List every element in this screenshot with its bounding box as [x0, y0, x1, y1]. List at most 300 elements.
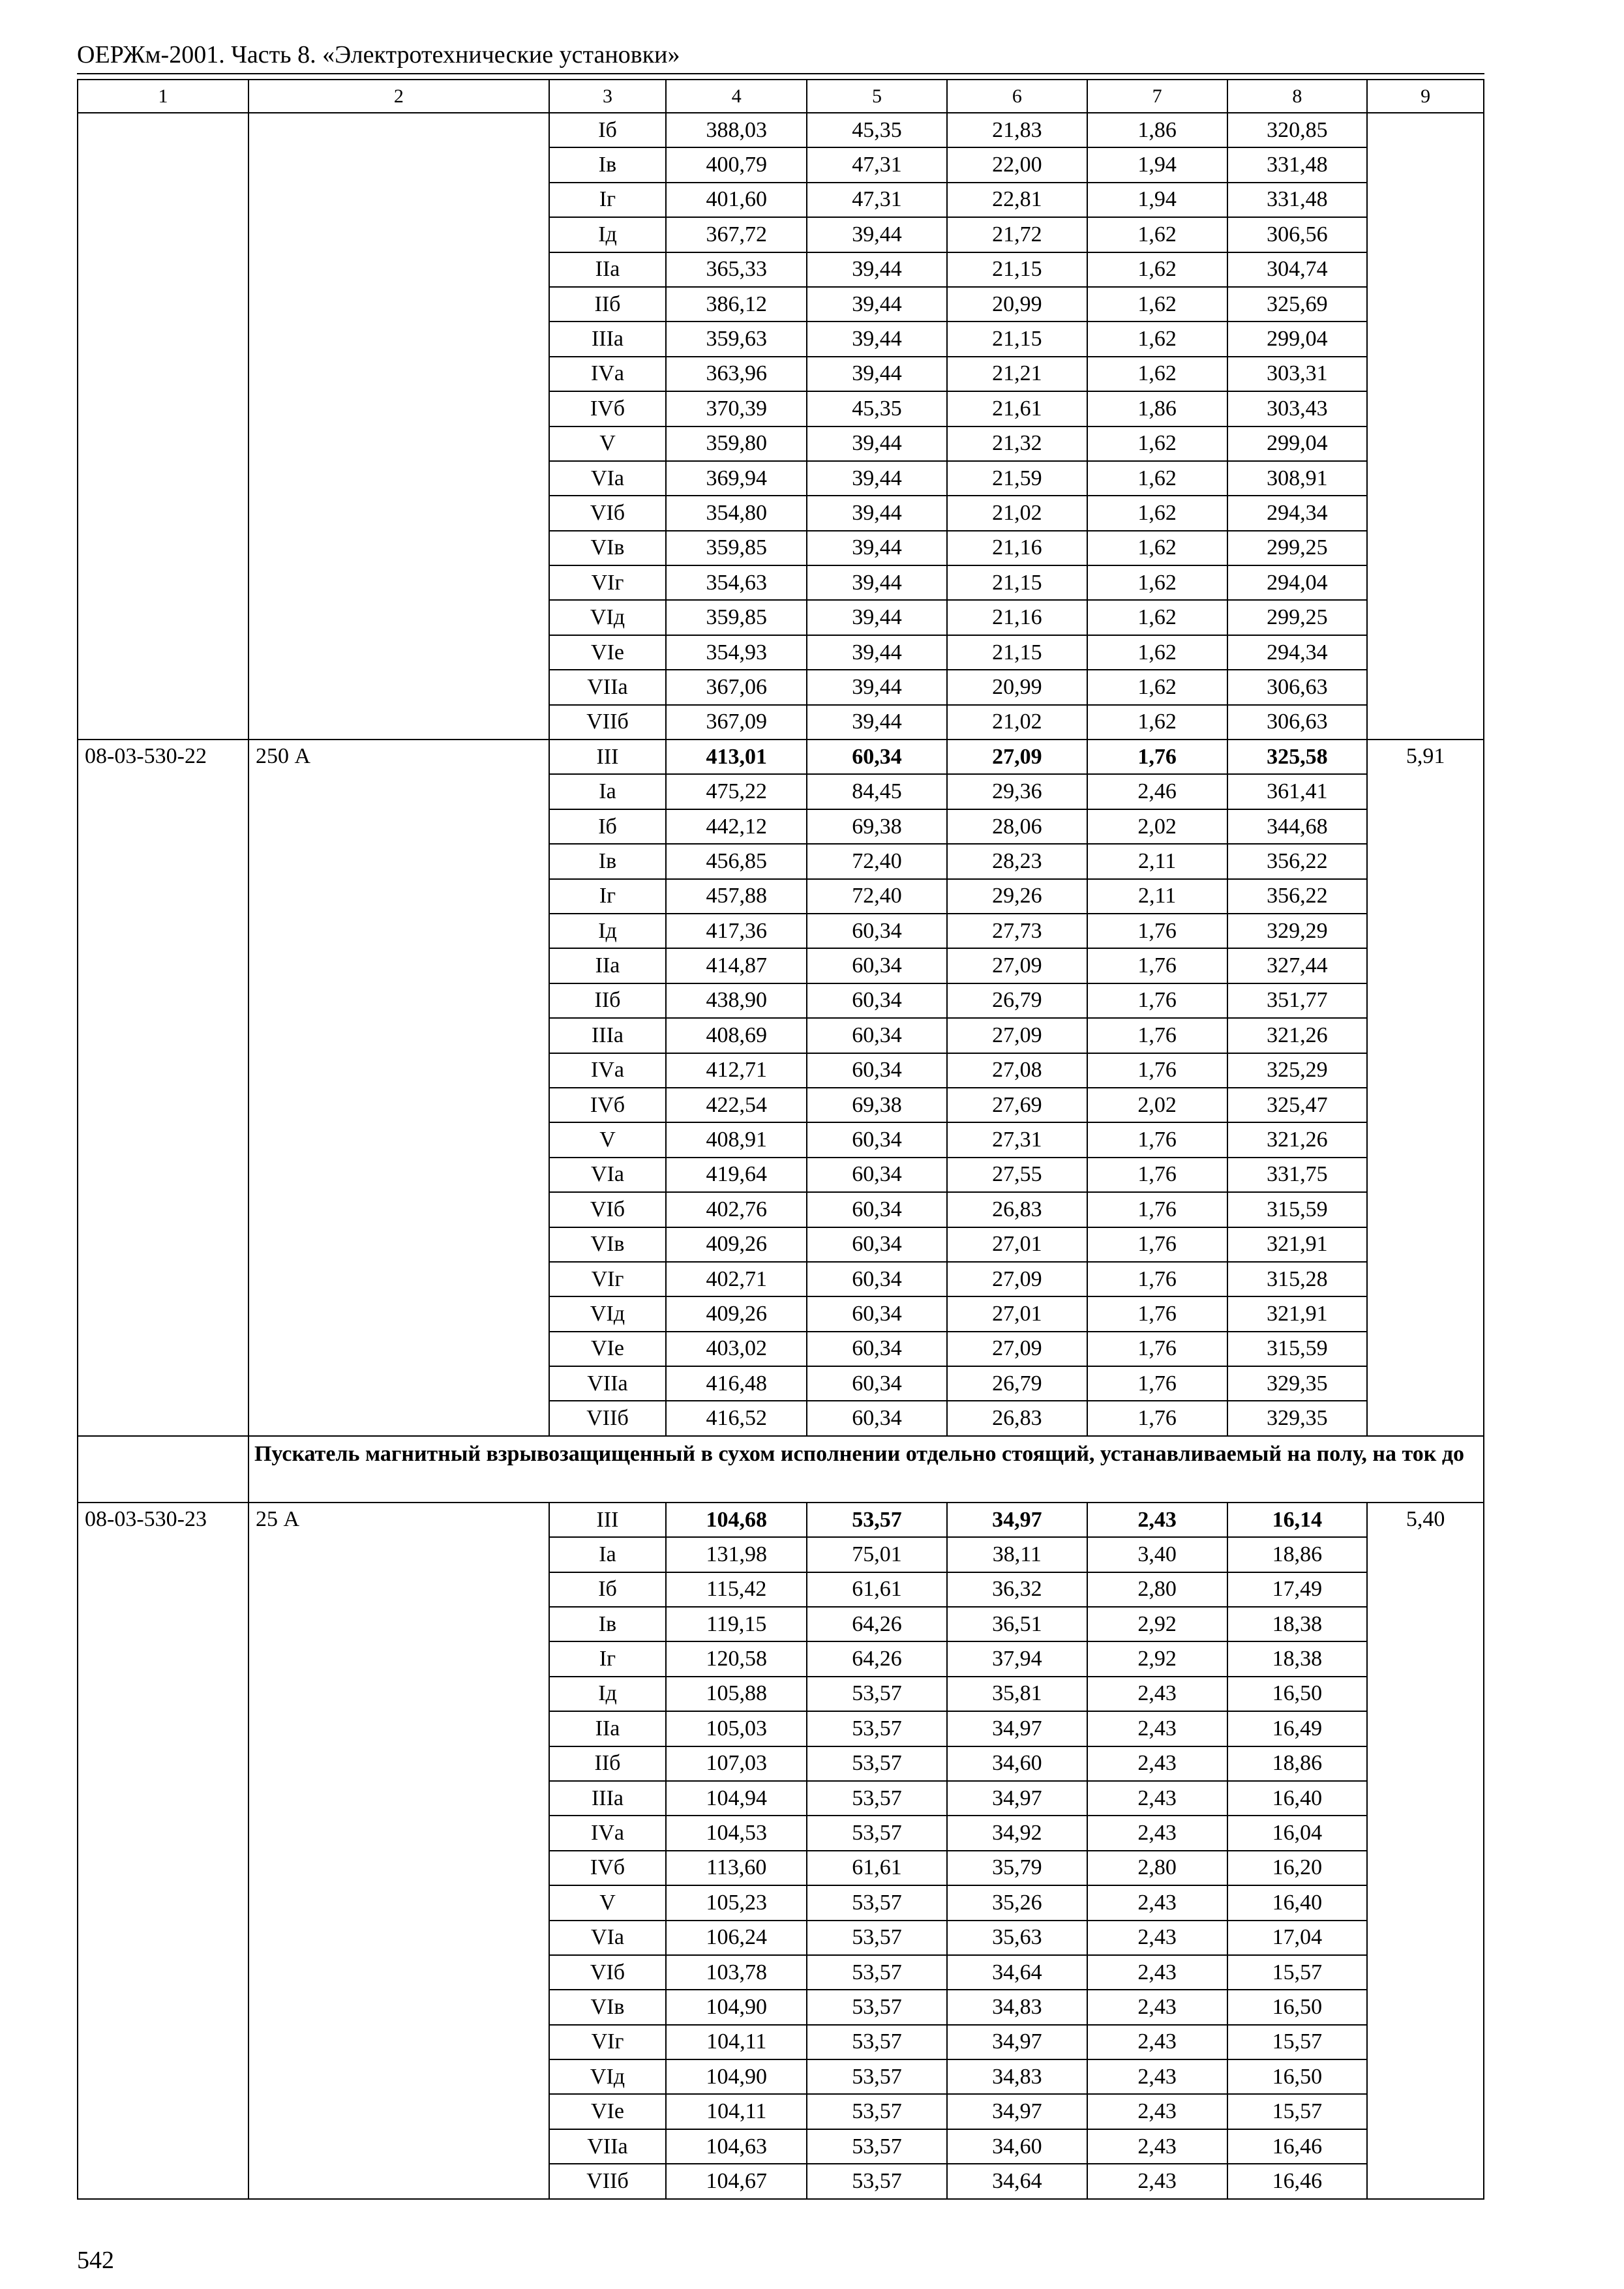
driver-wages-cell: 2,92	[1087, 1607, 1227, 1641]
wages-cell: 53,57	[807, 1503, 947, 1537]
column-number: 1	[78, 80, 248, 113]
wages-cell: 39,44	[807, 670, 947, 704]
total-cost-cell: 359,80	[666, 426, 807, 461]
total-cost-cell: 367,06	[666, 670, 807, 704]
total-cost-cell: 131,98	[666, 1537, 807, 1572]
machine-cost-cell: 21,21	[947, 357, 1087, 391]
total-cost-cell: 104,94	[666, 1781, 807, 1816]
machine-cost-cell: 34,97	[947, 2025, 1087, 2059]
wages-cell: 64,26	[807, 1641, 947, 1676]
machine-cost-cell: 36,51	[947, 1607, 1087, 1641]
page-header: ОЕРЖм-2001. Часть 8. «Электротехнические установки»	[77, 41, 680, 68]
total-cost-cell: 359,63	[666, 322, 807, 356]
zone-cell: IIа	[549, 1711, 667, 1746]
total-cost-cell: 422,54	[666, 1088, 807, 1122]
total-cost-cell: 105,88	[666, 1677, 807, 1711]
zone-cell: Iг	[549, 879, 667, 914]
materials-cell: 315,59	[1227, 1192, 1368, 1227]
driver-wages-cell: 1,62	[1087, 287, 1227, 322]
zone-cell: Iг	[549, 1641, 667, 1676]
machine-cost-cell: 22,00	[947, 147, 1087, 182]
rate-code	[78, 113, 248, 740]
total-cost-cell: 402,71	[666, 1262, 807, 1296]
materials-cell: 18,38	[1227, 1641, 1368, 1676]
machine-cost-cell: 21,15	[947, 322, 1087, 356]
total-cost-cell: 113,60	[666, 1851, 807, 1885]
wages-cell: 60,34	[807, 1227, 947, 1262]
materials-cell: 299,25	[1227, 600, 1368, 635]
machine-cost-cell: 21,16	[947, 600, 1087, 635]
driver-wages-cell: 2,43	[1087, 1503, 1227, 1537]
wages-cell: 39,44	[807, 705, 947, 740]
total-cost-cell: 408,69	[666, 1018, 807, 1053]
wages-cell: 60,34	[807, 914, 947, 948]
wages-cell: 39,44	[807, 461, 947, 496]
total-cost-cell: 402,76	[666, 1192, 807, 1227]
materials-cell: 306,56	[1227, 217, 1368, 252]
materials-cell: 304,74	[1227, 252, 1368, 287]
wages-cell: 39,44	[807, 635, 947, 670]
machine-cost-cell: 21,59	[947, 461, 1087, 496]
materials-cell: 16,46	[1227, 2129, 1368, 2164]
driver-wages-cell: 1,86	[1087, 391, 1227, 426]
driver-wages-cell: 2,43	[1087, 2059, 1227, 2094]
rate-name	[248, 113, 549, 740]
machine-cost-cell: 26,83	[947, 1401, 1087, 1435]
driver-wages-cell: 1,76	[1087, 1401, 1227, 1435]
zone-cell: Iв	[549, 1607, 667, 1641]
materials-cell: 306,63	[1227, 705, 1368, 740]
driver-wages-cell: 1,62	[1087, 322, 1227, 356]
wages-cell: 39,44	[807, 600, 947, 635]
driver-wages-cell: 1,62	[1087, 670, 1227, 704]
machine-cost-cell: 27,09	[947, 1332, 1087, 1366]
zone-cell: Iд	[549, 914, 667, 948]
wages-cell: 72,40	[807, 879, 947, 914]
zone-cell: VIIа	[549, 1366, 667, 1401]
zone-cell: IVа	[549, 1816, 667, 1850]
rate-name: 25 А	[248, 1503, 549, 2199]
materials-cell: 361,41	[1227, 774, 1368, 809]
wages-cell: 39,44	[807, 287, 947, 322]
wages-cell: 39,44	[807, 252, 947, 287]
zone-cell: VIд	[549, 1296, 667, 1331]
driver-wages-cell: 1,94	[1087, 147, 1227, 182]
total-cost-cell: 104,53	[666, 1816, 807, 1850]
zone-cell: VIд	[549, 2059, 667, 2094]
driver-wages-cell: 1,62	[1087, 461, 1227, 496]
zone-cell: Iа	[549, 1537, 667, 1572]
driver-wages-cell: 2,43	[1087, 2164, 1227, 2198]
driver-wages-cell: 1,76	[1087, 1192, 1227, 1227]
zone-cell: IIб	[549, 287, 667, 322]
driver-wages-cell: 2,43	[1087, 2025, 1227, 2059]
driver-wages-cell: 2,43	[1087, 1746, 1227, 1781]
machine-cost-cell: 34,83	[947, 2059, 1087, 2094]
zone-cell: VIIб	[549, 1401, 667, 1435]
driver-wages-cell: 1,62	[1087, 496, 1227, 530]
table-row	[78, 113, 1484, 147]
total-cost-cell: 119,15	[666, 1607, 807, 1641]
driver-wages-cell: 1,76	[1087, 1262, 1227, 1296]
wages-cell: 53,57	[807, 1746, 947, 1781]
machine-cost-cell: 28,23	[947, 844, 1087, 878]
machine-cost-cell: 34,97	[947, 1711, 1087, 1746]
wages-cell: 53,57	[807, 2129, 947, 2164]
total-cost-cell: 104,68	[666, 1503, 807, 1537]
zone-cell: VIб	[549, 496, 667, 530]
zone-cell: V	[549, 1885, 667, 1920]
wages-cell: 60,34	[807, 1053, 947, 1088]
wages-cell: 53,57	[807, 2059, 947, 2094]
wages-cell: 60,34	[807, 1296, 947, 1331]
total-cost-cell: 417,36	[666, 914, 807, 948]
wages-cell: 39,44	[807, 217, 947, 252]
driver-wages-cell: 2,43	[1087, 1990, 1227, 2024]
materials-cell: 16,49	[1227, 1711, 1368, 1746]
driver-wages-cell: 1,76	[1087, 948, 1227, 983]
materials-cell: 331,48	[1227, 147, 1368, 182]
wages-cell: 45,35	[807, 113, 947, 147]
materials-cell: 294,04	[1227, 565, 1368, 600]
total-cost-cell: 457,88	[666, 879, 807, 914]
total-cost-cell: 416,48	[666, 1366, 807, 1401]
zone-cell: Iд	[549, 217, 667, 252]
driver-wages-cell: 1,62	[1087, 565, 1227, 600]
driver-wages-cell: 1,76	[1087, 1053, 1227, 1088]
total-cost-cell: 401,60	[666, 183, 807, 217]
machine-cost-cell: 37,94	[947, 1641, 1087, 1676]
wages-cell: 47,31	[807, 147, 947, 182]
zone-cell: IIа	[549, 948, 667, 983]
wages-cell: 53,57	[807, 2025, 947, 2059]
wages-cell: 75,01	[807, 1537, 947, 1572]
machine-cost-cell: 27,09	[947, 740, 1087, 774]
total-cost-cell: 370,39	[666, 391, 807, 426]
zone-cell: VIа	[549, 461, 667, 496]
machine-cost-cell: 21,15	[947, 252, 1087, 287]
zone-cell: Iг	[549, 183, 667, 217]
machine-cost-cell: 34,64	[947, 1955, 1087, 1990]
materials-cell: 16,46	[1227, 2164, 1368, 2198]
driver-wages-cell: 2,43	[1087, 2094, 1227, 2129]
machine-cost-cell: 21,15	[947, 565, 1087, 600]
zone-cell: VIб	[549, 1955, 667, 1990]
machine-cost-cell: 27,08	[947, 1053, 1087, 1088]
zone-cell: IIа	[549, 252, 667, 287]
total-cost-cell: 365,33	[666, 252, 807, 287]
driver-wages-cell: 1,62	[1087, 635, 1227, 670]
total-cost-cell: 475,22	[666, 774, 807, 809]
materials-cell: 15,57	[1227, 1955, 1368, 1990]
machine-cost-cell: 20,99	[947, 287, 1087, 322]
machine-cost-cell: 35,79	[947, 1851, 1087, 1885]
total-cost-cell: 104,90	[666, 2059, 807, 2094]
driver-wages-cell: 2,02	[1087, 1088, 1227, 1122]
total-cost-cell: 104,11	[666, 2025, 807, 2059]
machine-cost-cell: 21,83	[947, 113, 1087, 147]
materials-cell: 325,69	[1227, 287, 1368, 322]
zone-cell: VIIб	[549, 2164, 667, 2198]
wages-cell: 60,34	[807, 1262, 947, 1296]
total-cost-cell: 416,52	[666, 1401, 807, 1435]
machine-cost-cell: 22,81	[947, 183, 1087, 217]
total-cost-cell: 367,09	[666, 705, 807, 740]
wages-cell: 45,35	[807, 391, 947, 426]
page-number: 542	[77, 2247, 114, 2274]
driver-wages-cell: 1,76	[1087, 1158, 1227, 1192]
materials-cell: 17,49	[1227, 1572, 1368, 1607]
zone-cell: III	[549, 1503, 667, 1537]
driver-wages-cell: 2,43	[1087, 1781, 1227, 1816]
total-cost-cell: 456,85	[666, 844, 807, 878]
zone-cell: VIг	[549, 565, 667, 600]
machine-cost-cell: 20,99	[947, 670, 1087, 704]
total-cost-cell: 408,91	[666, 1122, 807, 1157]
materials-cell: 321,91	[1227, 1296, 1368, 1331]
zone-cell: V	[549, 426, 667, 461]
zone-cell: VIв	[549, 1990, 667, 2024]
machine-cost-cell: 27,09	[947, 1018, 1087, 1053]
materials-cell: 18,86	[1227, 1746, 1368, 1781]
driver-wages-cell: 1,62	[1087, 426, 1227, 461]
machine-cost-cell: 21,61	[947, 391, 1087, 426]
wages-cell: 53,57	[807, 1711, 947, 1746]
driver-wages-cell: 2,43	[1087, 1711, 1227, 1746]
machine-cost-cell: 34,60	[947, 1746, 1087, 1781]
total-cost-cell: 103,78	[666, 1955, 807, 1990]
table-row	[78, 1503, 1484, 1537]
zone-cell: VIа	[549, 1921, 667, 1955]
machine-cost-cell: 34,97	[947, 1781, 1087, 1816]
total-cost-cell: 386,12	[666, 287, 807, 322]
materials-cell: 315,59	[1227, 1332, 1368, 1366]
total-cost-cell: 104,90	[666, 1990, 807, 2024]
materials-cell: 327,44	[1227, 948, 1368, 983]
wages-cell: 53,57	[807, 1921, 947, 1955]
materials-cell: 294,34	[1227, 635, 1368, 670]
materials-cell: 299,04	[1227, 426, 1368, 461]
driver-wages-cell: 1,62	[1087, 705, 1227, 740]
materials-cell: 325,47	[1227, 1088, 1368, 1122]
zone-cell: VIд	[549, 600, 667, 635]
wages-cell: 69,38	[807, 809, 947, 844]
machine-cost-cell: 27,01	[947, 1227, 1087, 1262]
machine-cost-cell: 21,16	[947, 531, 1087, 565]
machine-cost-cell: 21,02	[947, 705, 1087, 740]
zone-cell: IVа	[549, 357, 667, 391]
total-cost-cell: 104,63	[666, 2129, 807, 2164]
materials-cell: 16,14	[1227, 1503, 1368, 1537]
total-cost-cell: 438,90	[666, 983, 807, 1018]
driver-wages-cell: 1,76	[1087, 983, 1227, 1018]
materials-cell: 325,58	[1227, 740, 1368, 774]
driver-wages-cell: 1,76	[1087, 1296, 1227, 1331]
machine-cost-cell: 34,97	[947, 2094, 1087, 2129]
section-spacer	[78, 1436, 248, 1503]
wages-cell: 69,38	[807, 1088, 947, 1122]
materials-cell: 16,40	[1227, 1885, 1368, 1920]
materials-cell: 16,04	[1227, 1816, 1368, 1850]
zone-cell: VIе	[549, 635, 667, 670]
machine-cost-cell: 28,06	[947, 809, 1087, 844]
materials-cell: 329,29	[1227, 914, 1368, 948]
total-cost-cell: 104,67	[666, 2164, 807, 2198]
wages-cell: 84,45	[807, 774, 947, 809]
header-rule	[77, 73, 1484, 74]
machine-cost-cell: 27,01	[947, 1296, 1087, 1331]
section-title: Пускатель магнитный взрывозащищенный в сухом исполнении отдельно стоящий, устанавливаемый на полу, на ток до	[248, 1436, 1484, 1503]
column-number: 8	[1227, 80, 1368, 113]
zone-cell: VIв	[549, 1227, 667, 1262]
machine-cost-cell: 27,31	[947, 1122, 1087, 1157]
materials-cell: 321,26	[1227, 1018, 1368, 1053]
machine-cost-cell: 21,32	[947, 426, 1087, 461]
materials-cell: 15,57	[1227, 2094, 1368, 2129]
machine-cost-cell: 34,83	[947, 1990, 1087, 2024]
materials-cell: 16,50	[1227, 1990, 1368, 2024]
wages-cell: 53,57	[807, 1816, 947, 1850]
machine-cost-cell: 27,09	[947, 948, 1087, 983]
materials-cell: 320,85	[1227, 113, 1368, 147]
zone-cell: Iб	[549, 1572, 667, 1607]
machine-cost-cell: 29,26	[947, 879, 1087, 914]
column-number-row	[78, 80, 1484, 113]
table-body	[78, 80, 1484, 2199]
materials-cell: 331,48	[1227, 183, 1368, 217]
machine-cost-cell: 36,32	[947, 1572, 1087, 1607]
driver-wages-cell: 1,62	[1087, 600, 1227, 635]
wages-cell: 39,44	[807, 322, 947, 356]
wages-cell: 53,57	[807, 2094, 947, 2129]
driver-wages-cell: 2,43	[1087, 1885, 1227, 1920]
total-cost-cell: 106,24	[666, 1921, 807, 1955]
zone-cell: VIе	[549, 2094, 667, 2129]
zone-cell: Iв	[549, 844, 667, 878]
machine-cost-cell: 34,64	[947, 2164, 1087, 2198]
driver-wages-cell: 2,43	[1087, 1816, 1227, 1850]
rate-name: 250 А	[248, 740, 549, 1436]
table-row	[78, 740, 1484, 774]
materials-cell: 351,77	[1227, 983, 1368, 1018]
machine-cost-cell: 26,79	[947, 983, 1087, 1018]
machine-cost-cell: 34,60	[947, 2129, 1087, 2164]
zone-cell: IIIа	[549, 322, 667, 356]
wages-cell: 39,44	[807, 565, 947, 600]
total-cost-cell: 409,26	[666, 1296, 807, 1331]
materials-cell: 16,40	[1227, 1781, 1368, 1816]
column-number: 6	[947, 80, 1087, 113]
wages-cell: 53,57	[807, 1781, 947, 1816]
zone-cell: IIIа	[549, 1018, 667, 1053]
zone-cell: VIе	[549, 1332, 667, 1366]
machine-cost-cell: 27,55	[947, 1158, 1087, 1192]
total-cost-cell: 354,80	[666, 496, 807, 530]
wages-cell: 60,34	[807, 1366, 947, 1401]
driver-wages-cell: 2,43	[1087, 1677, 1227, 1711]
zone-cell: VIг	[549, 1262, 667, 1296]
total-cost-cell: 354,93	[666, 635, 807, 670]
zone-cell: IIIа	[549, 1781, 667, 1816]
machine-cost-cell: 29,36	[947, 774, 1087, 809]
total-cost-cell: 409,26	[666, 1227, 807, 1262]
wages-cell: 64,26	[807, 1607, 947, 1641]
labor-cost-cell	[1367, 113, 1484, 740]
column-number: 7	[1087, 80, 1227, 113]
materials-cell: 294,34	[1227, 496, 1368, 530]
zone-cell: IVа	[549, 1053, 667, 1088]
wages-cell: 60,34	[807, 1158, 947, 1192]
wages-cell: 53,57	[807, 1990, 947, 2024]
driver-wages-cell: 2,92	[1087, 1641, 1227, 1676]
materials-cell: 308,91	[1227, 461, 1368, 496]
materials-cell: 344,68	[1227, 809, 1368, 844]
machine-cost-cell: 26,83	[947, 1192, 1087, 1227]
materials-cell: 356,22	[1227, 879, 1368, 914]
total-cost-cell: 388,03	[666, 113, 807, 147]
materials-cell: 331,75	[1227, 1158, 1368, 1192]
total-cost-cell: 419,64	[666, 1158, 807, 1192]
wages-cell: 60,34	[807, 1401, 947, 1435]
driver-wages-cell: 1,76	[1087, 740, 1227, 774]
wages-cell: 72,40	[807, 844, 947, 878]
wages-cell: 60,34	[807, 1122, 947, 1157]
materials-cell: 303,31	[1227, 357, 1368, 391]
driver-wages-cell: 1,62	[1087, 252, 1227, 287]
total-cost-cell: 369,94	[666, 461, 807, 496]
driver-wages-cell: 2,80	[1087, 1572, 1227, 1607]
wages-cell: 60,34	[807, 1192, 947, 1227]
zone-cell: VIIа	[549, 2129, 667, 2164]
zone-cell: III	[549, 740, 667, 774]
driver-wages-cell: 1,76	[1087, 914, 1227, 948]
column-number: 4	[666, 80, 807, 113]
machine-cost-cell: 21,02	[947, 496, 1087, 530]
zone-cell: VIб	[549, 1192, 667, 1227]
driver-wages-cell: 2,43	[1087, 1955, 1227, 1990]
wages-cell: 60,34	[807, 948, 947, 983]
driver-wages-cell: 2,46	[1087, 774, 1227, 809]
total-cost-cell: 367,72	[666, 217, 807, 252]
total-cost-cell: 413,01	[666, 740, 807, 774]
labor-cost-cell: 5,40	[1367, 1503, 1484, 2199]
total-cost-cell: 115,42	[666, 1572, 807, 1607]
materials-cell: 321,91	[1227, 1227, 1368, 1262]
machine-cost-cell: 26,79	[947, 1366, 1087, 1401]
wages-cell: 53,57	[807, 1955, 947, 1990]
wages-cell: 60,34	[807, 740, 947, 774]
zone-cell: IVб	[549, 1088, 667, 1122]
materials-cell: 16,50	[1227, 2059, 1368, 2094]
zone-cell: IVб	[549, 1851, 667, 1885]
zone-cell: V	[549, 1122, 667, 1157]
wages-cell: 47,31	[807, 183, 947, 217]
total-cost-cell: 363,96	[666, 357, 807, 391]
materials-cell: 306,63	[1227, 670, 1368, 704]
wages-cell: 53,57	[807, 2164, 947, 2198]
zone-cell: Iв	[549, 147, 667, 182]
total-cost-cell: 412,71	[666, 1053, 807, 1088]
materials-cell: 356,22	[1227, 844, 1368, 878]
driver-wages-cell: 1,76	[1087, 1122, 1227, 1157]
rates-table	[77, 79, 1484, 2200]
driver-wages-cell: 2,11	[1087, 879, 1227, 914]
machine-cost-cell: 27,73	[947, 914, 1087, 948]
column-number: 5	[807, 80, 947, 113]
driver-wages-cell: 1,76	[1087, 1332, 1227, 1366]
total-cost-cell: 354,63	[666, 565, 807, 600]
zone-cell: IIб	[549, 983, 667, 1018]
